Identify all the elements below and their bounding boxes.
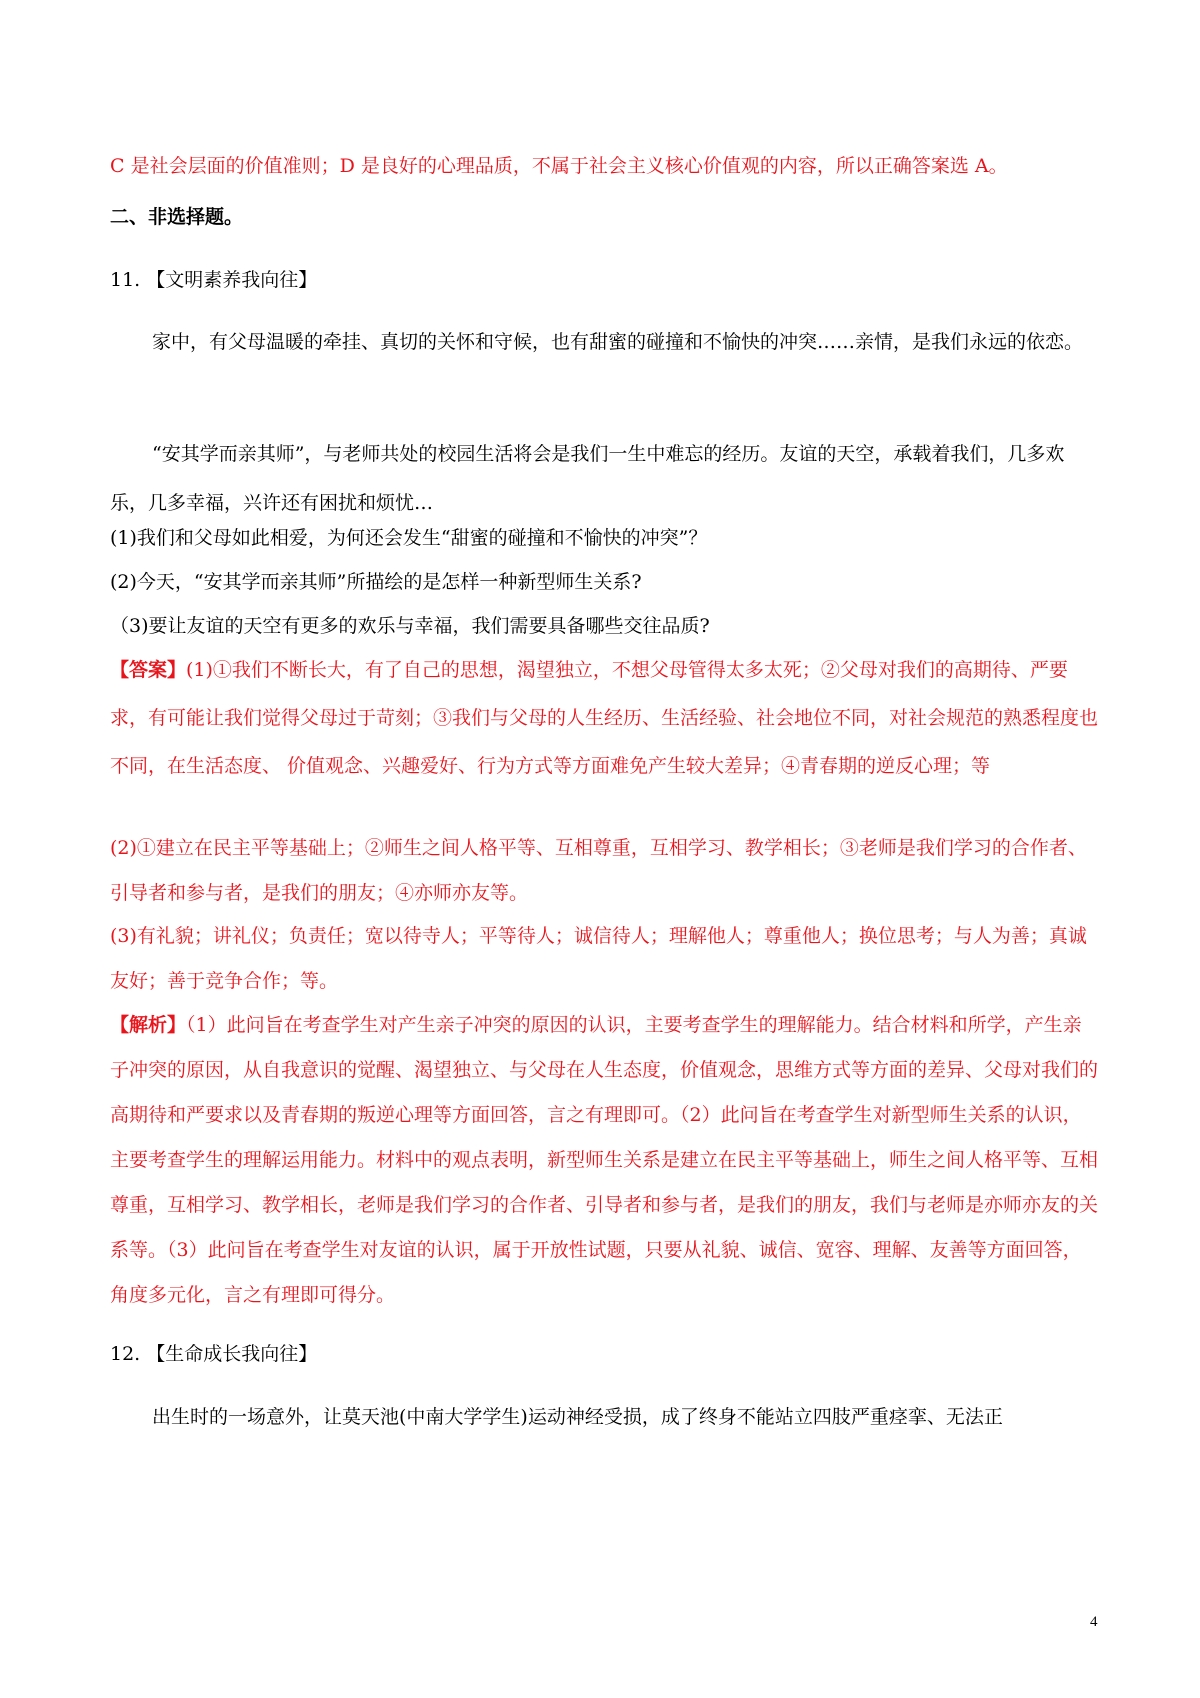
q11-answer2: (2)①建立在民主平等基础上；②师生之间人格平等、互相尊重，互相学习、教学相长；③老师是我们学习的合作者、引导者和参与者，是我们的朋友；④亦师亦友等。: [110, 837, 1087, 904]
section-title: 二、非选择题。: [110, 206, 244, 228]
analysis-label: 【解析】: [110, 1014, 187, 1036]
page-number: 4: [1090, 1614, 1098, 1630]
q11-sub3: （3)要让友谊的天空有更多的欢乐与幸福，我们需要具备哪些交往品质?: [110, 615, 710, 637]
q11-sub2: (2)今天，“安其学而亲其师”所描绘的是怎样一种新型师生关系?: [110, 571, 642, 593]
q12-title: 12. 【生命成长我向往】: [110, 1343, 318, 1365]
q12-para1: 出生时的一场意外，让莫天池(中南大学学生)运动神经受损，成了终身不能站立四肢严重痉挛、无法正: [152, 1406, 1003, 1428]
q11-answer3: (3)有礼貌；讲礼仪；负责任；宽以待寺人；平等待人；诚信待人；理解他人；尊重他人；换位思考；与人为善；真诚友好；善于竞争合作；等。: [110, 925, 1087, 992]
intro-line: C 是社会层面的价值准则；D 是良好的心理品质，不属于社会主义核心价值观的内容，所以正确答案选 A。: [110, 155, 1008, 177]
q11-answer1: [110, 646, 1100, 790]
q11-para1: 家中，有父母温暖的牵挂、真切的关怀和守候，也有甜蜜的碰撞和不愉快的冲突……亲情，是我们永远的依恋。: [152, 331, 1084, 353]
answer1-text: (1)①我们不断长大，有了自己的思想，渴望独立，不想父母管得太多太死；②父母对我们的高期待、严要求，有可能让我们觉得父母过于苛刻；③我们与父母的人生经历、生活经验、社会地位不同，对社会规范的熟悉程度也不同，在生活态度、 价值观念、兴趣爱好、行为方式等方面难免产生较大差异；④青春期的逆反心理；等: [110, 659, 1099, 777]
answer-label: 【答案】: [110, 659, 187, 681]
q11-sub1: (1)我们和父母如此相爱，为何还会发生“甜蜜的碰撞和不愉快的冲突”？: [110, 527, 708, 549]
analysis-text: （1）此问旨在考查学生对产生亲子冲突的原因的认识，主要考查学生的理解能力。结合材料和所学，产生亲子冲突的原因，从自我意识的觉醒、渴望独立、与父母在人生态度，价值观念，思维方式等方面的差异、父母对我们的高期待和严要求以及青春期的叛逆心理等方面回答，言之有理即可。（2）此问旨在考查学生对新型师生关系的认识，主要考查学生的理解运用能力。材料中的观点表明，新型师生关系是建立在民主平等基础上，师生之间人格平等、互相尊重，互相学习、教学相长，老师是我们学习的合作者、引导者和参与者，是我们的朋友，我们与老师是亦师亦友的关系等。（3）此问旨在考查学生对友谊的认识，属于开放性试题，只要从礼貌、诚信、宽容、理解、友善等方面回答，角度多元化，言之有理即可得分。: [110, 1014, 1099, 1306]
q11-para2: “安其学而亲其师”，与老师共处的校园生活将会是我们一生中难忘的经历。友谊的天空，承载着我们，几多欢乐，几多幸福，兴许还有困扰和烦忧…: [110, 443, 1065, 514]
q11-analysis: [110, 1003, 1100, 1318]
q11-title: 11. 【文明素养我向往】: [110, 269, 318, 291]
